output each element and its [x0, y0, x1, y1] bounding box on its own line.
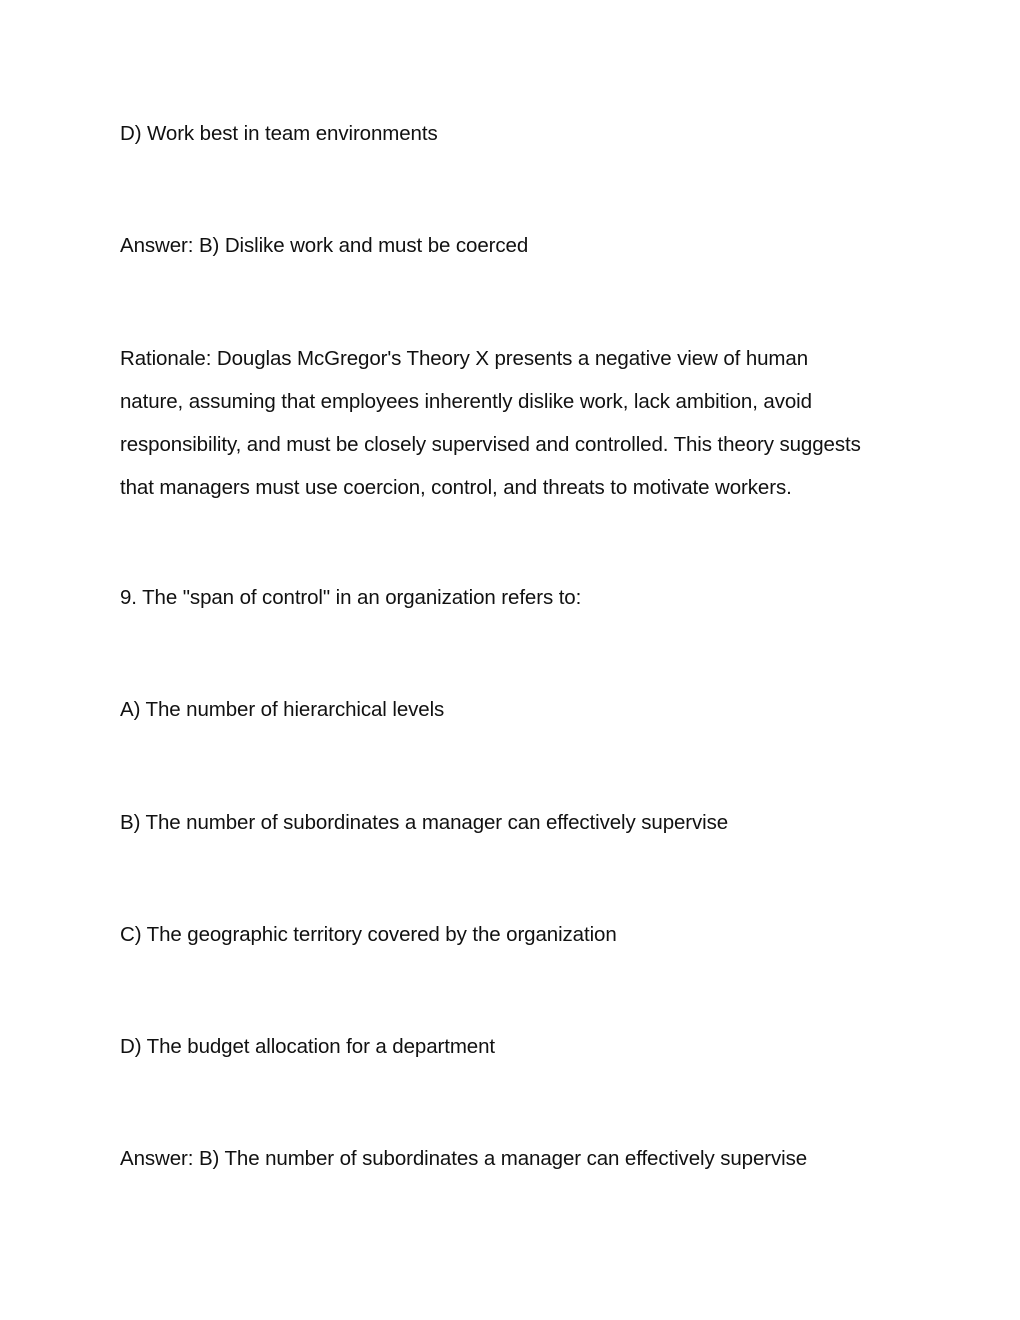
question-9-option-a: A) The number of hierarchical levels	[120, 698, 445, 721]
rationale-line: Rationale: Douglas McGregor's Theory X presents a negative view of human	[120, 347, 808, 370]
question-9-option-c: C) The geographic territory covered by the organization	[120, 923, 617, 946]
rationale-line: that managers must use coercion, control, and threats to motivate workers.	[120, 476, 792, 499]
question-9-option-b: B) The number of subordinates a manager can effectively supervise	[120, 811, 729, 834]
question-9-answer: Answer: B) The number of subordinates a manager can effectively supervise	[120, 1147, 808, 1170]
prev-option-d: D) Work best in team environments	[120, 122, 438, 145]
question-9-option-d: D) The budget allocation for a department	[120, 1035, 496, 1058]
prev-answer: Answer: B) Dislike work and must be coerced	[120, 234, 529, 257]
rationale-line: responsibility, and must be closely supervised and controlled. This theory suggests	[120, 433, 861, 456]
rationale-line: nature, assuming that employees inherently dislike work, lack ambition, avoid	[120, 390, 812, 413]
question-9-stem: 9. The "span of control" in an organization refers to:	[120, 586, 582, 609]
rationale-paragraph	[120, 337, 910, 509]
